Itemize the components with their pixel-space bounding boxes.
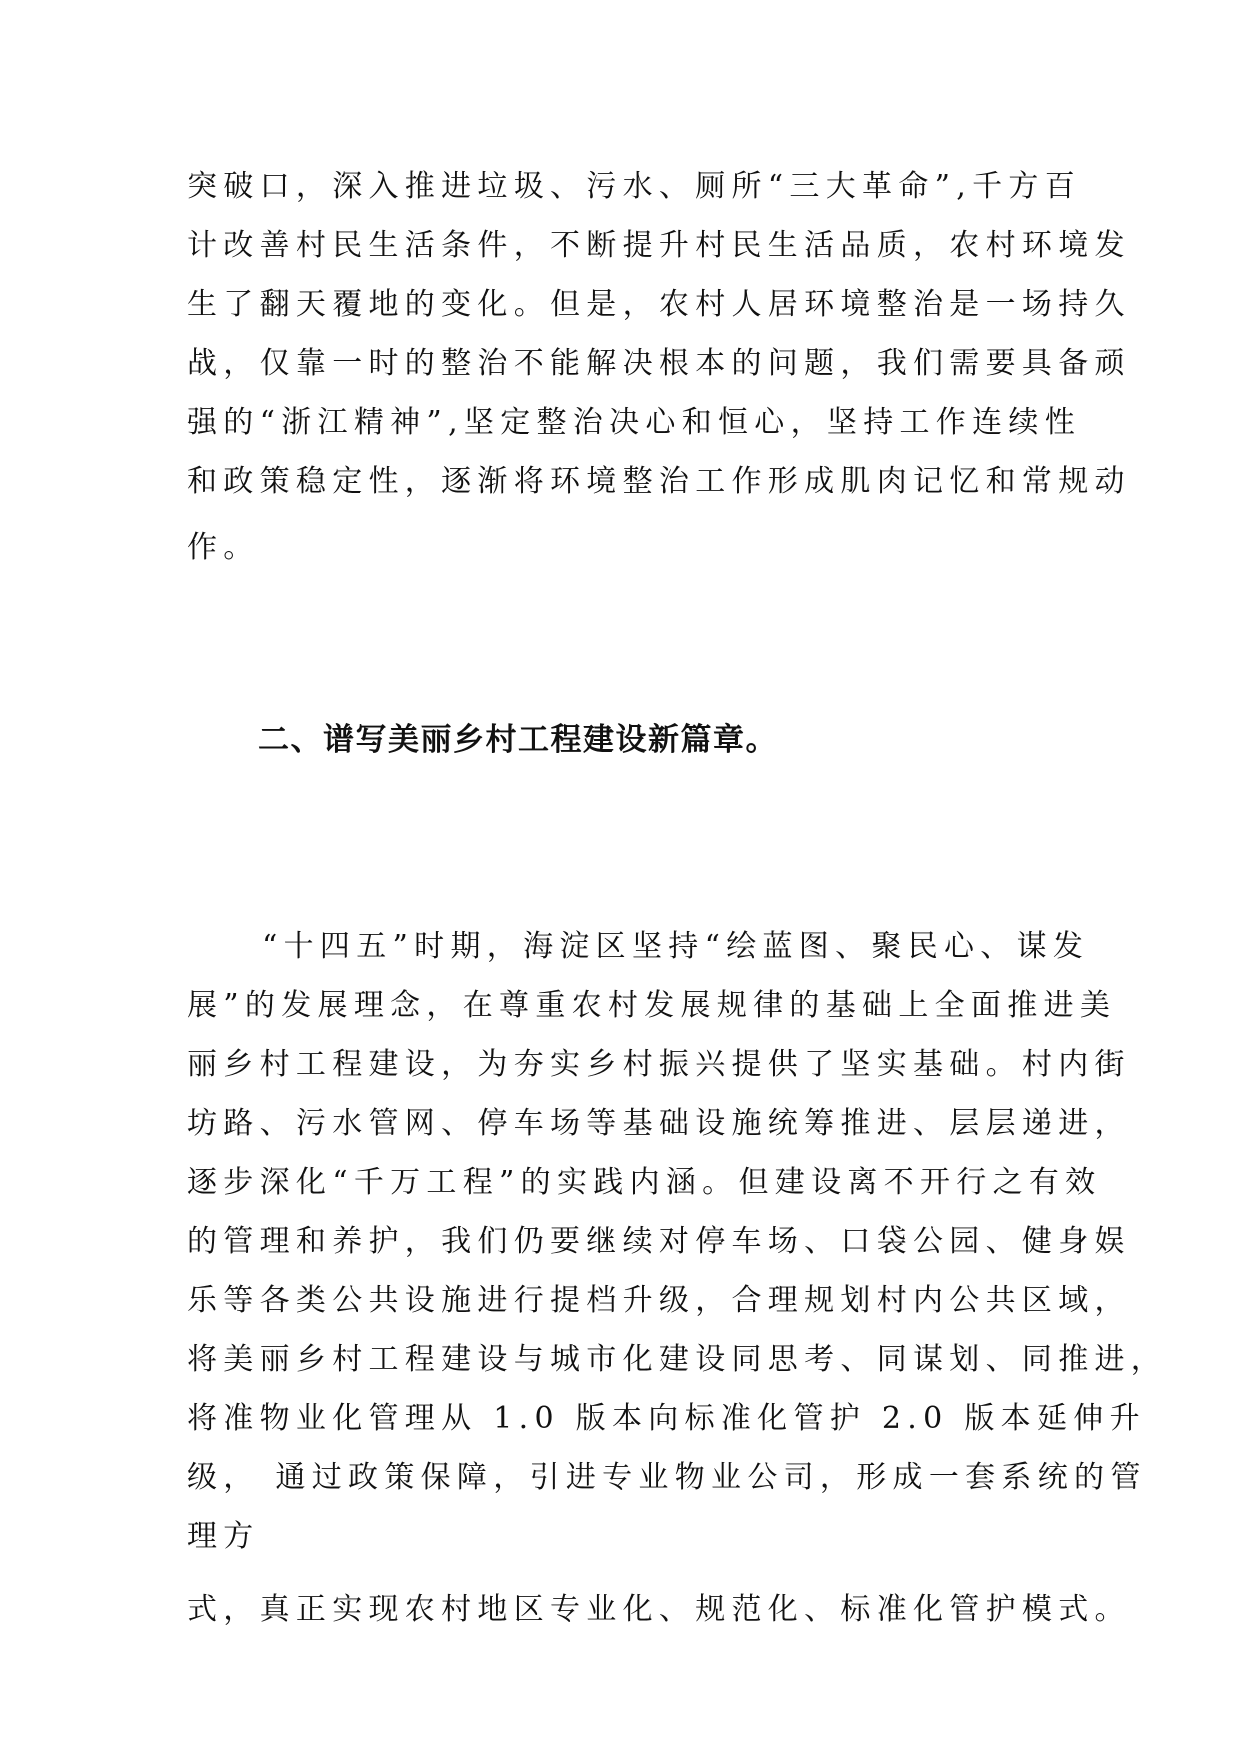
paragraph-line: 计改善村民生活条件，不断提升村民生活品质，农村环境发 [187, 228, 1131, 263]
paragraph-line: 生了翻天覆地的变化。但是，农村人居环境整治是一场持久 [187, 287, 1131, 322]
paragraph-line: 战，仅靠一时的整治不能解决根本的问题，我们需要具备顽 [187, 346, 1131, 381]
paragraph-line: 逐步深化“千万工程”的实践内涵。但建设离不开行之有效 [187, 1165, 1102, 1200]
paragraph-line: 作。 [187, 530, 260, 565]
section-heading: 二、谱写美丽乡村工程建设新篇章。 [258, 722, 778, 758]
paragraph-line: 将美丽乡村工程建设与城市化建设同思考、同谋划、同推进， [187, 1342, 1168, 1377]
paragraph-line: 强的“浙江精神”,坚定整治决心和恒心，坚持工作连续性 [187, 405, 1082, 440]
paragraph-line: 理方 [187, 1519, 260, 1554]
paragraph-line: 式，真正实现农村地区专业化、规范化、标准化管护模式。 [187, 1592, 1131, 1627]
paragraph-line: 和政策稳定性，逐渐将环境整治工作形成肌肉记忆和常规动 [187, 464, 1131, 499]
paragraph-line: 坊路、污水管网、停车场等基础设施统筹推进、层层递进， [187, 1106, 1131, 1141]
paragraph-line: 的管理和养护，我们仍要继续对停车场、口袋公园、健身娱 [187, 1224, 1131, 1259]
paragraph-line: “十四五”时期，海淀区坚持“绘蓝图、聚民心、谋发 [262, 929, 1090, 964]
paragraph-line: 展”的发展理念，在尊重农村发展规律的基础上全面推进美 [187, 988, 1117, 1023]
paragraph-line: 乐等各类公共设施进行提档升级，合理规划村内公共区域， [187, 1283, 1131, 1318]
paragraph-line: 丽乡村工程建设，为夯实乡村振兴提供了坚实基础。村内街 [187, 1047, 1131, 1082]
paragraph-line: 将准物业化管理从 1.0 版本向标准化管护 2.0 版本延伸升 [187, 1401, 1146, 1436]
paragraph-line: 级， 通过政策保障，引进专业物业公司，形成一套系统的管 [187, 1460, 1147, 1495]
paragraph-line: 突破口，深入推进垃圾、污水、厕所“三大革命”,千方百 [187, 169, 1082, 204]
